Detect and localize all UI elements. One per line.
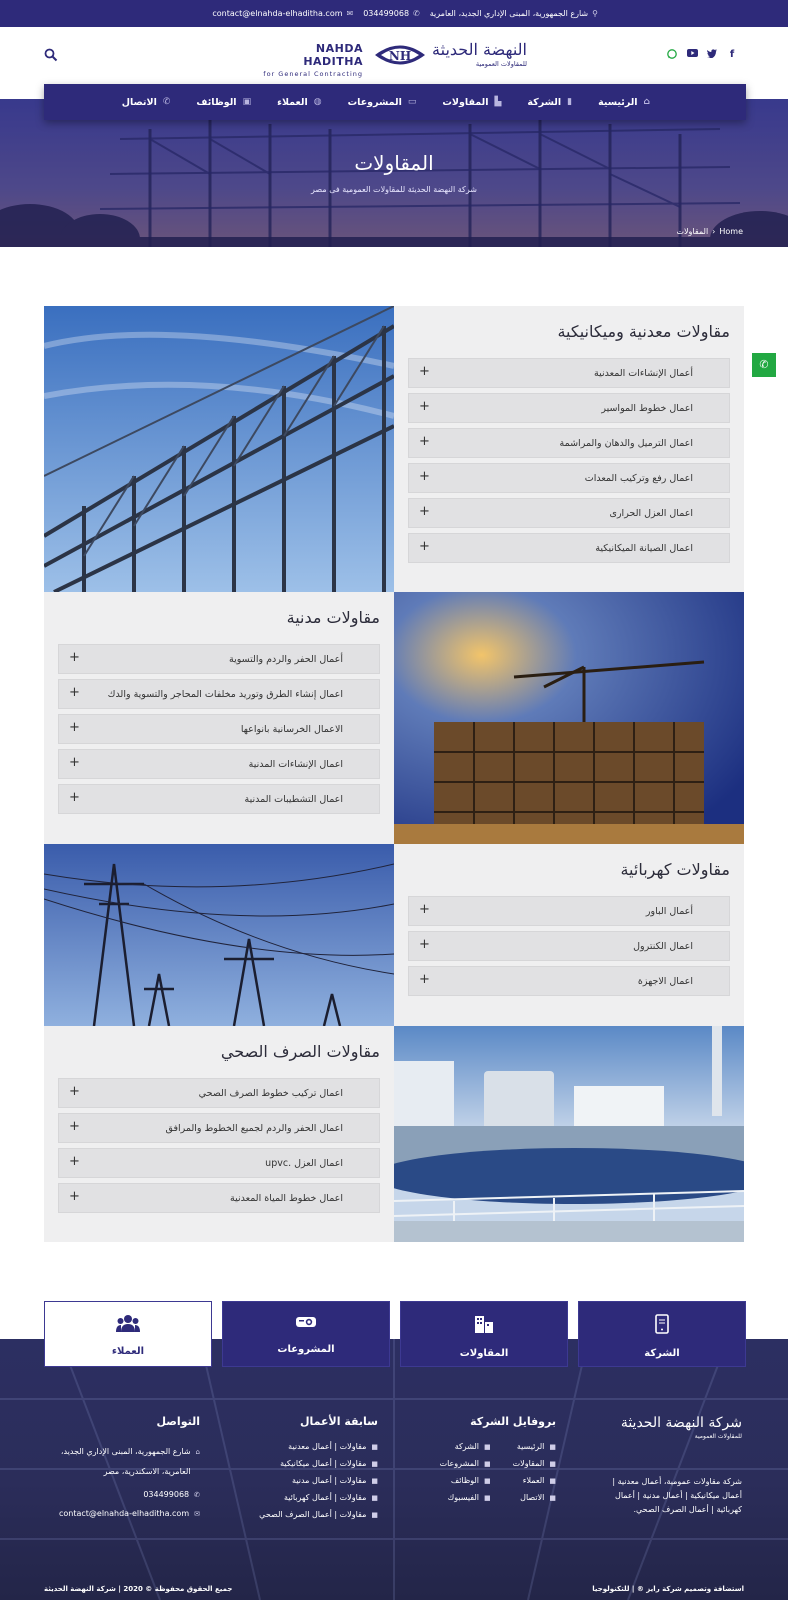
accordion-label: أعمال الباور — [645, 906, 693, 917]
card-clients[interactable] — [44, 1301, 212, 1367]
bullet-icon: ■ — [371, 1510, 378, 1519]
credit-text[interactable]: استضافة وتصميم شركة رايز ® | للتكنولوجيا — [592, 1585, 744, 1593]
logo-english[interactable] — [258, 42, 363, 78]
section-civil — [44, 592, 394, 844]
footer-link[interactable]: ■ الوظائف — [450, 1476, 491, 1485]
accordion-item[interactable] — [58, 749, 380, 779]
card-label: المقاولات — [459, 1348, 509, 1359]
address-text: شارع الجمهورية، المبنى الإداري الجديد، العامرية — [429, 9, 589, 18]
accordion-label: اعمال الإنشاءات المدنية — [248, 759, 343, 770]
plus-icon: + — [419, 469, 430, 484]
city-icon — [401, 1314, 567, 1339]
accordion-label: اعمال الصيانة الميكانيكية — [595, 543, 693, 554]
phone-item[interactable] — [363, 9, 420, 18]
plus-icon: + — [69, 1119, 80, 1134]
footer-link[interactable]: ■ المشروعات — [439, 1459, 491, 1468]
accordion-label: اعمال تركيب خطوط الصرف الصحي — [198, 1088, 343, 1099]
accordion-item[interactable] — [408, 463, 730, 493]
bullet-icon: ■ — [484, 1459, 491, 1468]
accordion-label: اعمال الترميل والدهان والمراشمة — [559, 438, 693, 449]
main-nav — [44, 84, 746, 120]
plus-icon: + — [419, 504, 430, 519]
accordion-item[interactable] — [58, 1183, 380, 1213]
footer-profile — [440, 1415, 556, 1510]
plus-icon: + — [419, 364, 430, 379]
top-bar — [0, 0, 788, 27]
nav-item-contracting[interactable] — [442, 97, 501, 108]
footer-heading: التواصل — [156, 1415, 200, 1428]
logo-mark[interactable] — [373, 40, 427, 70]
email-item[interactable] — [212, 9, 353, 18]
bullet-icon: ■ — [484, 1476, 491, 1485]
phone-icon: ✆ — [194, 1490, 200, 1499]
accordion-item[interactable] — [58, 1113, 380, 1143]
card-contracting[interactable] — [400, 1301, 568, 1367]
nav-item-jobs[interactable] — [196, 97, 251, 108]
footer-contact — [44, 1415, 200, 1526]
plus-icon: + — [419, 539, 430, 554]
tablet-icon — [579, 1314, 745, 1339]
projector-icon: ▭ — [407, 97, 417, 107]
breadcrumb-home[interactable]: Home — [719, 227, 743, 236]
footer-email[interactable]: ✉ contact@elnahda-elhaditha.com — [58, 1509, 200, 1518]
footer-logo-title: شركة النهضة الحديثة — [620, 1415, 742, 1431]
projector-icon — [223, 1314, 389, 1335]
bullet-icon: ■ — [371, 1442, 378, 1451]
location-icon: ⌂ — [195, 1448, 200, 1456]
accordion-item[interactable] — [58, 679, 380, 709]
accordion-item[interactable] — [408, 498, 730, 528]
nav-label: الرئيسية — [598, 96, 638, 108]
footer-address: ⌂ شارع الجمهورية، المبنى الإداري الجديد، العامرية، الاسكندرية، مصر — [44, 1442, 200, 1482]
nav-item-home[interactable] — [598, 97, 650, 108]
nav-item-clients[interactable] — [277, 97, 321, 108]
id-card-icon: ▣ — [242, 97, 252, 107]
page-hero — [0, 96, 788, 247]
address-item — [430, 9, 598, 18]
card-projects[interactable] — [222, 1301, 390, 1367]
accordion-item[interactable] — [58, 714, 380, 744]
phone-text[interactable]: 034499068 — [363, 9, 410, 18]
bullet-icon: ■ — [371, 1459, 378, 1468]
accordion-item[interactable] — [58, 784, 380, 814]
users-icon — [45, 1314, 211, 1337]
accordion-label: اعمال خطوط المواسير — [601, 403, 693, 414]
accordion-label: أعمال الإنشاءات المعدنية — [594, 368, 693, 379]
plus-icon: + — [419, 937, 430, 952]
footer-logo[interactable] — [621, 1415, 742, 1440]
card-company[interactable] — [578, 1301, 746, 1367]
accordion-item[interactable] — [58, 644, 380, 674]
section-title: مقاولات مدنية — [286, 608, 380, 627]
power-lines-image — [44, 844, 394, 1026]
footer-link[interactable]: ■ مقاولات | أعمال معدنية — [288, 1442, 378, 1451]
accordion-item[interactable] — [58, 1148, 380, 1178]
plus-icon: + — [419, 902, 430, 917]
steel-structure-image — [44, 306, 394, 592]
copyright-text: جميع الحقوق محفوظة © 2020 | شركة النهضة الحديثة — [44, 1585, 233, 1593]
plus-icon: + — [69, 1084, 80, 1099]
footer-link[interactable]: ■ الاتصال — [520, 1493, 556, 1502]
accordion-item[interactable] — [408, 966, 730, 996]
accordion-item[interactable] — [408, 428, 730, 458]
plus-icon: + — [69, 720, 80, 735]
chevron-icon: ‹ — [712, 227, 716, 236]
social-links — [666, 49, 738, 62]
logo-arabic[interactable] — [432, 40, 527, 68]
plus-icon: + — [419, 434, 430, 449]
breadcrumb-current: المقاولات — [676, 227, 709, 236]
accordion-item[interactable] — [408, 533, 730, 563]
youtube-icon[interactable] — [686, 49, 698, 62]
card-label: المشروعات — [277, 1344, 335, 1355]
quick-links — [44, 1301, 746, 1367]
footer-logo-tagline: للمقاولات العمومية — [694, 1433, 742, 1440]
plus-icon: + — [419, 972, 430, 987]
logo-en-title: NAHDA HADITHA — [303, 42, 363, 68]
bullet-icon: ■ — [549, 1476, 556, 1485]
page-subtitle: شركة النهضة الحديثة للمقاولات العمومية فى مصر — [311, 185, 477, 194]
bullet-icon: ■ — [484, 1442, 491, 1451]
nav-label: المقاولات — [442, 96, 489, 108]
whatsapp-icon: ✆ — [759, 358, 769, 371]
whatsapp-float-button[interactable] — [752, 353, 776, 377]
breadcrumb — [676, 227, 743, 236]
accordion-label: اعمال العزل الحرارى — [609, 508, 693, 519]
accordion-label: أعمال الحفر والردم والتسوية — [229, 654, 343, 665]
search-icon[interactable] — [44, 47, 60, 63]
plus-icon: + — [69, 650, 80, 665]
footer-link[interactable]: ■ مقاولات | أعمال مدنية — [292, 1476, 378, 1485]
accordion-label: اعمال إنشاء الطرق وتوريد مخلفات المحاجر والتسوية والدك — [107, 689, 343, 700]
accordion-label: اعمال الحفر والردم لجميع الخطوط والمرافق — [165, 1123, 343, 1134]
accordion-item[interactable] — [408, 931, 730, 961]
footer-works — [259, 1415, 378, 1527]
section-metal-mechanical — [394, 306, 744, 592]
construction-crane-image — [394, 592, 744, 844]
nav-item-contact[interactable] — [122, 97, 171, 108]
section-sewage — [44, 1026, 394, 1242]
bullet-icon: ■ — [371, 1476, 378, 1485]
footer-link[interactable]: ■ العملاء — [522, 1476, 556, 1485]
footer-link[interactable]: ■ الشركة — [454, 1442, 491, 1451]
section-title: مقاولات كهربائية — [620, 860, 730, 879]
footer-link[interactable]: ■ مقاولات | أعمال كهربائية — [283, 1493, 378, 1502]
facebook-icon[interactable]: f — [729, 49, 735, 60]
logo-mark-text: NH — [388, 49, 412, 63]
footer-heading: بروفايل الشركة — [470, 1415, 556, 1428]
plus-icon: + — [69, 685, 80, 700]
nav-item-projects[interactable] — [348, 97, 417, 108]
accordion-label: اعمال العزل .upvc — [265, 1158, 343, 1169]
footer-phone[interactable]: ✆ 034499068 — [143, 1490, 200, 1499]
footer-link[interactable]: ■ الرئيسية — [516, 1442, 556, 1451]
twitter-icon[interactable] — [706, 49, 718, 62]
mail-icon: ✉ — [194, 1509, 200, 1518]
plus-icon: + — [69, 755, 80, 770]
home-icon: ⌂ — [643, 97, 650, 107]
footer-link[interactable]: ■ مقاولات | أعمال الصرف الصحي — [259, 1510, 378, 1519]
accordion-label: اعمال الاجهزة — [637, 976, 693, 987]
footer-link[interactable]: ■ المقاولات — [512, 1459, 556, 1468]
nav-label: المشروعات — [347, 96, 402, 108]
logo-en-tagline: for General Contracting — [263, 70, 363, 78]
logo-ar-tagline: للمقاولات العمومية — [475, 60, 527, 68]
building-icon: ▮ — [567, 97, 573, 107]
section-electrical — [394, 844, 744, 1026]
plus-icon: + — [69, 790, 80, 805]
bullet-icon: ■ — [549, 1493, 556, 1502]
accordion-label: اعمال خطوط المياة المعدنية — [230, 1193, 343, 1204]
industry-icon: ▙ — [494, 97, 502, 107]
nav-item-company[interactable] — [527, 97, 572, 108]
plus-icon: + — [69, 1154, 80, 1169]
mail-icon: ✉ — [346, 9, 354, 18]
nav-label: العملاء — [277, 96, 308, 108]
footer-link[interactable]: ■ الفيسبوك — [447, 1493, 491, 1502]
plus-icon: + — [69, 1189, 80, 1204]
accordion-item[interactable] — [408, 393, 730, 423]
location-icon: ⚲ — [592, 9, 598, 18]
section-title: مقاولات الصرف الصحي — [220, 1042, 380, 1061]
card-label: الشركة — [644, 1348, 680, 1359]
plus-icon: + — [419, 399, 430, 414]
whatsapp-icon[interactable] — [666, 49, 678, 62]
card-label: العملاء — [111, 1346, 145, 1357]
bullet-icon: ■ — [484, 1493, 491, 1502]
email-text[interactable]: contact@elnahda-elhaditha.com — [212, 9, 343, 18]
logo-ar-title: النهضة الحديثة — [432, 40, 527, 59]
phone-icon: ✆ — [162, 97, 171, 107]
accordion-label: اعمال التشطيبات المدنية — [244, 794, 343, 805]
nav-label: الاتصال — [121, 96, 157, 108]
footer-heading: سابقة الأعمال — [299, 1415, 378, 1428]
footer-link[interactable]: ■ مقاولات | أعمال ميكانيكية — [280, 1459, 378, 1468]
accordion-item[interactable] — [408, 358, 730, 388]
page-title: المقاولات — [354, 151, 434, 175]
water-treatment-image — [394, 1026, 744, 1242]
nav-label: الوظائف — [196, 96, 237, 108]
bullet-icon: ■ — [549, 1442, 556, 1451]
accordion-label: الاعمال الخرسانية بانواعها — [240, 724, 343, 735]
bullet-icon: ■ — [549, 1459, 556, 1468]
accordion-label: اعمال رفع وتركيب المعدات — [584, 473, 693, 484]
bullet-icon: ■ — [371, 1493, 378, 1502]
section-title: مقاولات معدنية وميكانيكية — [557, 322, 730, 341]
globe-icon: ◍ — [313, 97, 322, 107]
footer-description: شركة مقاولات عمومية، أعمال معدنية | أعمال ميكانيكية | أعمال مدنية | أعمال كهربائية | أعمال الصرف الصحي. — [612, 1477, 742, 1514]
site-header — [0, 27, 788, 85]
accordion-label: اعمال الكنترول — [633, 941, 693, 952]
phone-icon: ✆ — [413, 9, 420, 18]
accordion-item[interactable] — [408, 896, 730, 926]
accordion-item[interactable] — [58, 1078, 380, 1108]
nav-label: الشركة — [527, 96, 562, 108]
